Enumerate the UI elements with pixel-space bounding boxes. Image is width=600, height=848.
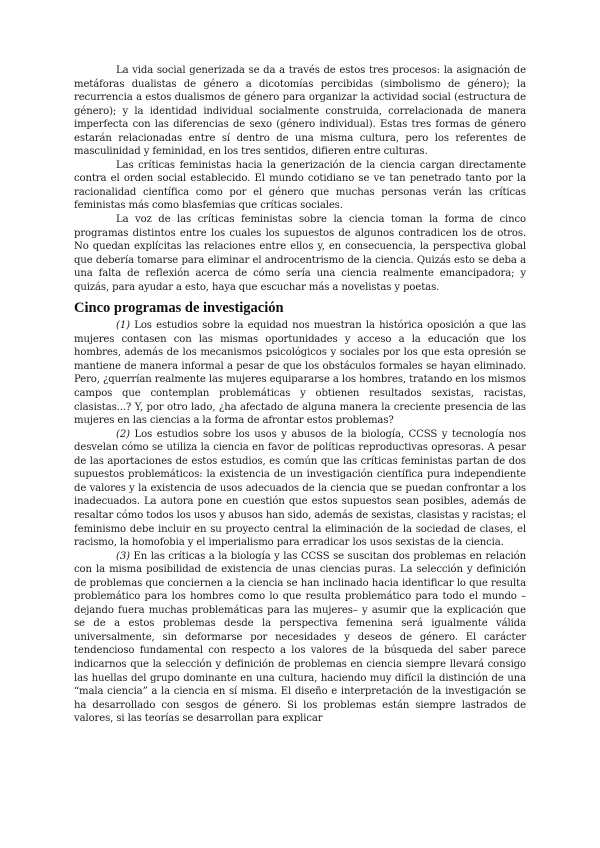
document-page	[74, 64, 526, 726]
paragraph-gender-processes: La vida social generizada se da a través de estos tres procesos: la asignación de metáforas dualistas de género a dicotomías percibidas (simbolismo de género); la recurrencia a estos dualismos de género para organizar la actividad social (estructura de género); y la identidad individual socialmente construida, correlacionada de manera imperfecta con las diferencias de sexo (género individual). Estas tres formas de género estarán relacionadas entre sí dentro de una misma cultura, pero los referentes de masculinidad y feminidad, en los tres sentidos, difieren entre culturas.	[74, 65, 526, 158]
section-heading: Cinco programas de investigación	[74, 300, 284, 317]
program-number: (3)	[116, 550, 130, 562]
program-text: En las críticas a la biología y las CCSS se suscitan dos problemas en relación con la misma posibilidad de existencia de unas ciencias puras. La selección y definición de problemas que conciernen a la ciencia se han inclinado hacia identificar lo que resulta problemático para los hombres como lo que resulta problemático para todo el mundo –dejando fuera muchas problemáticas para las mujeres– y asumir que la explicación que se de a estos problemas desde la perspectiva femenina será igualmente válida universalmente, sin deformarse por necesidades y deseos de género. El carácter tendencioso fundamental con respecto a los valores de la búsqueda del saber parece indicarnos que la selección y definición de problemas en ciencia siempre llevará consigo las huellas del grupo dominante en una cultura, haciendo muy difícil la distinción de una “mala ciencia” a la ciencia en sí misma. El diseño e interpretación de la investigación se ha desarrollado con sesgos de género. Si los problemas están siempre lastrados de valores, si las teorías se desarrollan para explicar	[74, 550, 526, 725]
program-number: (1)	[116, 320, 130, 332]
program-text: Los estudios sobre los usos y abusos de la biología, CCSS y tecnología nos desvelan cómo se utiliza la ciencia en favor de políticas reproductivas opresoras. A pesar de las aportaciones de estos estudios, es común que las críticas feministas partan de dos supuestos problemáticos: la existencia de un investigación científica pura independiente de valores y la existencia de usos adecuados de la ciencia que se puedan confrontar a los inadecuados. La autora pone en cuestión que estos supuestos sean posibles, además de resaltar cómo todos los usos y abusos han sido, además de sexistas, clasistas y racistas; el feminismo debe incluir en su proyecto central la eliminación de la sociedad de clases, el racismo, la homofobia y el imperialismo para erradicar los usos sexistas de la ciencia.	[74, 428, 526, 549]
program-paragraph-1	[74, 319, 526, 427]
paragraph-feminist-critiques: Las críticas feministas hacia la generización de la ciencia cargan directamente contra el orden social establecido. El mundo cotidiano se ve tan penetrado tanto por la racionalidad científica como por el género que muchas personas verán las críticas feministas más como blasfemias que críticas sociales.	[74, 159, 526, 212]
program-paragraph-3	[74, 550, 526, 726]
paragraph-five-programs-intro: La voz de las críticas feministas sobre la ciencia toman la forma de cinco programas distintos entre los cuales los supuestos de algunos contradicen los de otros. No quedan explícitas las relaciones entre ellos y, en consecuencia, la perspectiva global que debería tomarse para eliminar el androcentrismo de la ciencia. Quizás esto se deba a una falta de reflexión acerca de cómo sería una ciencia realmente emancipadora; y quizás, para ayudar a esto, haya que escuchar más a novelistas y poetas.	[74, 214, 526, 293]
program-paragraph-2	[74, 428, 526, 550]
program-text: Los estudios sobre la equidad nos muestran la histórica oposición a que las mujeres contasen con las mismas oportunidades y acceso a la educación que los hombres, además de los mecanismos psicológicos y sociales por los que esta opresión se mantiene de manera informal a pesar de que los obstáculos formales se hayan eliminado. Pero, ¿querrían realmente las mujeres equipararse a los hombres, tratando en los mismos campos que contemplan problemáticas y obtienen resultados sexistas, racistas, clasistas...? Y, por otro lado, ¿ha afectado de alguna manera la creciente presencia de las mujeres en las ciencias a la forma de afrontar estos problemas?	[74, 320, 526, 427]
program-number: (2)	[116, 428, 130, 440]
